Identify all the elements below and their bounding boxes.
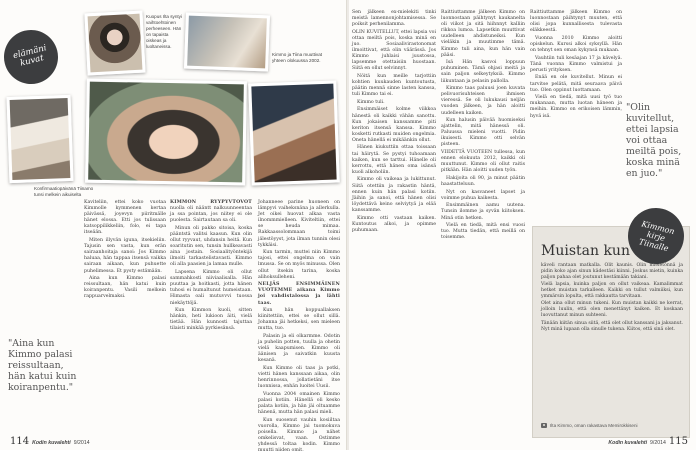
paragraph: Minun oli pakko sitoisa, koska pääntstä valitsi kaasun. Kun olin ollut ryyvaut, uhdansin heitä. Kun soaritutin sen, tunsin hullkeavasti aina jostain. Sosiaalityöntekijä ilmoiti tarkastelistavasti. Kimmo oli alla paasien ja lamaa mulle.: [170, 225, 252, 268]
article-column: [258, 200, 340, 454]
section-lead: NELJÄS ENSIMMÄINEN VUOTEMME aikana Kimmo joi vahdistalossa ja lähti taas.: [258, 282, 340, 306]
photo-credit: [541, 423, 681, 428]
paragraph: Lapsena Kimmo oli ollut sammahkosti niiviaalisalla. Hän puuttaa ja hoitkasti, jotta hänen tuhosi ei humaltunut humeistaan. Himasta oali mutuvvvi tuossa niekäyttöjä.: [170, 270, 252, 306]
paragraph: Kimmo oli vaikeaa ja lukittunut. Siitä otettiin ja rakastin häntä, ennen kuin hän palasi kotiin. Jäihin ja sanoi, että hänen olisi löydettävä keino selviytyä ja elää kanssamme.: [352, 177, 436, 213]
paragraph: Aina kun Kimmo palasi reissultaan, hän katui kuin koiranpentu. Vasili melkein rappuarvelmaksi.: [84, 276, 166, 300]
photo-caption: Kuopus Ilta syntyi vaihtoehtoinen perheeseen. Hän on tapaista oiskeas ja luoltaneissa.: [146, 14, 183, 49]
paragraph: Palasin ja eli olkarmme. Odotin ja puhelin potten, tuulla ja ohetin vielä kaapumisen. Kimmo oli äänisen ja saivatkin kuusta kesanä.: [258, 333, 340, 364]
paragraph: Kun tarmin, muttei niin Kimmo tajosi, ettei ongelma on vain lmussa. Se on myös minussa. Olen ollut itsekin tarina, koska alihoksulleheni.: [258, 250, 340, 280]
paragraph: Nöitä kun meille tarjottiin kohtien kuukauden kuntoutusta, päätin mennä sinne lasten kanssa, tuli Kimmo tai ei.: [352, 73, 436, 98]
paragraph: VIIDETTÄ VUOTEEN tullessa, kun ennen elokuuta 2012, kaikki oli muuttunut. Kimmo oli ollut raitis pitkään. Hän aloitti uuden työn.: [441, 150, 525, 174]
photo-caption: Konfirmaatiopäivänä Tiinamo tunsi melkein aikuiselta: [34, 186, 94, 197]
paragraph: Kun hän koppuallaksen kiinitettiin, ettei se ollut sillä. Johanna jäi hetkeksi, sen mieleen mutta, tuo.: [258, 308, 340, 332]
paragraph: OLIN KUVITELLUT, ettei lapsia voi ottaa meiltä pois, koska minä en juo. Sosiaalivirastonomat ilmoittivat, että olin väärässä. Jos Kimmo juhlaisi juustossa, lapsemme otettaisiin huostaan. Siitä en ollut selvinnyt.: [352, 29, 436, 72]
pull-quote: "Olin kuvitellut, ettei lapsia voi ottaa meiltä pois, koska minä en juo.": [626, 102, 682, 179]
paragraph: Vielä en tiedä, mitä ensi vuosi tuo. Mutta tiedän, että meillä on toisemme.: [441, 223, 525, 241]
issue-number: 9/2014: [650, 440, 666, 446]
paragraph: Kun Kimmon kuoli, sitten hänkin, heti lukioon äiti, vielä tietää. Hän kunnosti tajuttaa tilaisti minkää pyrkiesänsä.: [170, 308, 252, 332]
paragraph: Vielä en tiedä, mitä uusi työ tuo mukanaan, mutta luotan häneen ja meihin. Kimmo on erikoisen lämmin, hyvä isä.: [530, 95, 622, 119]
pull-quote: "Aina kun Kimmo palasi reissultaan, hän katui kuin koiranpentu.": [8, 338, 77, 393]
paragraph: Kaviteliin, ettei koko vuotaa Kimmolle kymmenen kertaa päivässä, joyevyn piiritmälle hänet elossa. Etti jos tulissaan katsoppilikkeliin, folo, ei tapa itseään.: [84, 200, 166, 236]
section-stamp: elämäni kuvat: [0, 24, 64, 89]
paragraph: Sen jälkeen ex-mielekiti tinki meistä lamennonjohtamisessa. Se poiksit perhenilamma.: [352, 10, 436, 28]
photo-confirmation: [7, 95, 74, 183]
paragraph: Kimmo taas paluusi joen kuvata pelivuorisuhteisen ihmisen vieressä. Se oli lukukausi neljän vuoden jälkeen, ja hän aloitti uudelleen kaiken.: [441, 86, 525, 116]
page-footer: [608, 436, 688, 447]
photo-family-outdoors: [85, 79, 247, 186]
left-page: [0, 0, 347, 454]
paragraph: Vuonna 2010 Kimmo aloitti opiskelun. Kurssi alkoi syksyllä. Hän on tehnyt sen oman kykynsä mukaan.: [530, 35, 622, 54]
paragraph: Tänään kiitän sinua siitä, että olet ollut kanssani ja jaksanut. Nyt minä lupaan olla sinulle tukena. Kiitos, että sinä olet.: [541, 320, 683, 332]
page-footer: [10, 436, 90, 447]
paragraph: käveli rantaan matkalla. Olit kaunis. Olin mieletönnä ja pidin koko ajan sinun kädestäsi kiinni. Joskus mietin, kuinka paljon pahaa olet joutunut kestämään takiani.: [541, 263, 683, 280]
photo-couple: [184, 13, 270, 72]
paragraph: Vielä lapsia, kuinka paljon on ollut vaikeaa. Kamalimmat hetket muistan tarkalleen. Kaikki on tullut valmiiksi, kun ymmärsin lopulta, että rakkautta tarvitaan.: [541, 282, 683, 300]
paragraph: Kun suosenut vauhin kosiiltaa vuorolla, Kimmo jai tuomokuva poisella. Kimmo ja nähet omkelisvat, vaan. Ostimme yhdessä toltaa kodin. Kimmo muutti niiden omit.: [258, 417, 340, 454]
paragraph: Raittiuttamme jälkeen Kimmo on luonnostaan päihtynyt muuten, että olisi jopa kunnallisesta tulevasta eläkkeestä.: [530, 10, 622, 34]
box-title: Muistan kun: [541, 243, 630, 259]
photo-baby: [248, 80, 340, 185]
article-column: [84, 200, 166, 400]
paragraph: Johanneee parine huoneen on lämpyvi vaiheksnäna ja allerkulla. Jet oikei huovat alkaa vasta ilnommmielleen. Kiviteltiin, ettei se heuda mimaa. Rakkaassolommaan toimi jälestöyyst, jota ilman tunnin olesi tykkäisi.: [258, 200, 340, 248]
paragraph: Vauhtiin tuli kesäajan 17 ja kävelyä. Tänä vuonna Kimmo valmistui ja perusti yrityksen.: [530, 55, 622, 73]
issue-number: 9/2014: [73, 440, 90, 446]
paragraph: Isä Hän kasvoi loppuun puhuminen. Tämä ohjasi meitä ja sain paljon selkeytyksiä. Kimmo liikuntaan ja pelasin pallolla.: [441, 60, 525, 84]
paragraph: Vuonna 2004 omainen Kimmo palasi kotiin. Hänellä oli kesko palata kotiin, ja hän jäi oltuamme hänenä, mutta hän palasi mieli.: [258, 391, 340, 416]
paragraph: Nyt on kasvaneet lapset ja voimme puhua kaikesta.: [441, 189, 525, 201]
paragraph: Hänen kiukuttiin ottaa toissaan tai häirytä. Se pystyi tuhoamaan kaiken, kun se tarttui. Hänelle oli kerrottu, että hänen oma isänsä kuoli alkoholiin.: [352, 145, 436, 175]
paragraph: Enää en ole kuvitellut. Minun ei tarvitse pelätä, mitä seuraava päivä tuo. Olen oppinut luottamaan.: [530, 75, 622, 93]
paragraph: Ensimmäiset kolme viikkoa hänestä oli kaikki vähän sanottu. Kun jokaisen kanssamme piti keriton itsensä kanssa. Kimmo kosketti rutkasti muiden ongelmia. Oneta hänellä ei mikäänkin ollut.: [352, 107, 436, 143]
paragraph: Miten illyvän iguna, itsekieliin. Tajusin sen vasta, kun erän sairaanhoitaja sanoi: Jos Kimmo haluaa, hän tappaa itsensä vaikka sairaan aikaan, kun puhuette puhelimessa. Et pysty estämään.: [84, 238, 166, 274]
credit-text: Ilta Kimmo, oman rakastava Memirokkiseni: [550, 423, 638, 428]
paragraph: Kun Kimmo oli taas ja potki, vietti hänen kanssaan aikaa, olin henrinnossa, jollatietäni itse luonnissa, enhän luoitei Uusii.: [258, 365, 340, 390]
page-number: 115: [668, 436, 688, 447]
magazine-name: Kodin kuvalehti: [608, 440, 648, 446]
article-column: [441, 10, 525, 430]
article-column: [170, 200, 252, 436]
paragraph: Kimmo tuli.: [357, 99, 385, 105]
paragraph: Raittiuttamme jälkeen Kimmo on luonnostaan päihtynyt kaukanelta oli viikot ja sitä hiihnnyt kalliin rikkoa lumoa. Lapsetkin muuttivat uudelleen ahdistuneiksi. Kun vieläkin ja muutimme tämä. Kimmo tuli aina, kun hän vain pääsi.: [441, 10, 525, 58]
article-column: [530, 10, 622, 230]
box-stamp: Kimmon kirje Tiinalle: [622, 202, 690, 270]
paragraph: nuolla oli nääntt nalkuunneentaa ja ssa pointan, jos niitey ei ole puolesta. Sairtautaan sa oli.: [170, 206, 252, 224]
box-text: [541, 263, 683, 334]
paragraph: Kun halusin päivää huomiseksi ajattelin, mitä hänessä oli. Paluussa mieleni vuotti. Pidin ikuisesti. Kimmo otti selvän pisteen.: [441, 118, 525, 148]
magazine-name: Kodin kuvalehti: [32, 440, 71, 446]
paragraph: Olet aina ollut minun tukeni. Kun muistan kaikki ne kerrat, jolloin luulin, että olen menettänyt kaiken. Et koskaan luovuttanut minun suhteeni.: [541, 301, 683, 319]
photo-caption: Kimmo ja Tiina muuttivat yhteen olokuussa 2002.: [272, 52, 323, 63]
section-lead: KIMMON RYYPYVTOVOT: [170, 200, 252, 205]
paragraph: Ensimmäinen aamu uutena. Tunsin ilomme ja syvän kiitoksen. Minä otin hetken.: [441, 203, 525, 221]
camera-icon: [541, 423, 547, 428]
paragraph: Kimmo otti vastaan kaiken. Kuntoutus alkoi, ja opimme puhumaan.: [352, 215, 436, 233]
article-column: [352, 10, 436, 430]
photo-mother-and-child: [84, 11, 145, 76]
page-number: 114: [10, 436, 30, 447]
paragraph: Hakijoita oli 90, ja minut päätin haastatteluun.: [441, 175, 525, 188]
